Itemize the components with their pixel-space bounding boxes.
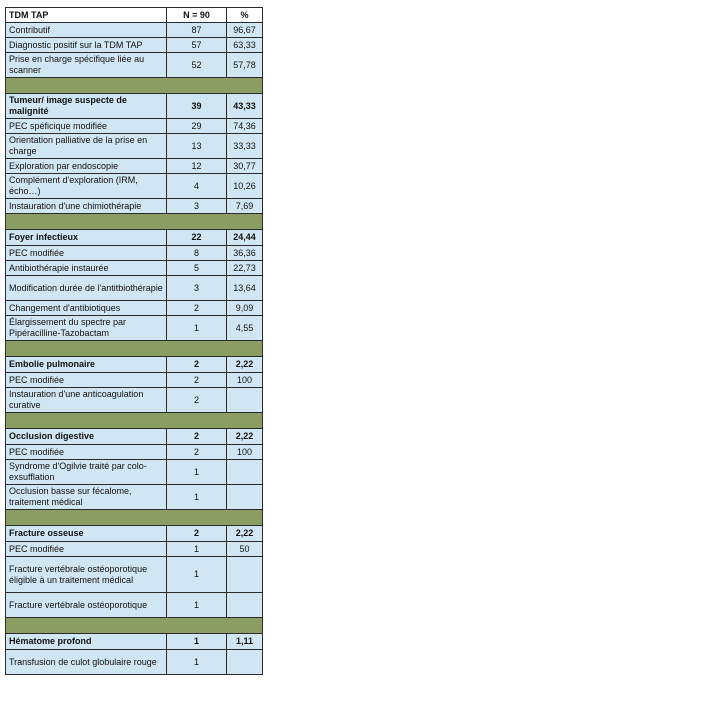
section-heading-row [6,634,263,650]
row-count: 2 [167,429,227,445]
row-percent [227,460,263,485]
section-heading-row [6,526,263,542]
table-row [6,174,263,199]
row-label: Foyer infectieux [6,230,167,246]
row-label: Contributif [6,23,167,38]
row-percent: 57,78 [227,53,263,78]
section-heading-row [6,357,263,373]
row-percent: 43,33 [227,94,263,119]
row-label: Diagnostic positif sur la TDM TAP [6,38,167,53]
row-percent: 74,36 [227,119,263,134]
section-separator [6,341,263,357]
table-row [6,650,263,675]
table-row [6,53,263,78]
row-label: Syndrome d'Ogilvie traité par colo-exsufflation [6,460,167,485]
table-row [6,388,263,413]
separator-cell [6,214,263,230]
row-percent: 2,22 [227,357,263,373]
table-row [6,316,263,341]
row-percent [227,593,263,618]
table-row [6,246,263,261]
row-count: 2 [167,357,227,373]
row-label: PEC modifiée [6,542,167,557]
table-row [6,593,263,618]
table-row [6,460,263,485]
row-label: Fracture vertébrale ostéoporotique [6,593,167,618]
row-count: 1 [167,634,227,650]
row-percent: 10,26 [227,174,263,199]
row-count: 29 [167,119,227,134]
table-row [6,134,263,159]
section-separator [6,510,263,526]
header-pct: % [227,8,263,23]
table-row [6,23,263,38]
table-row [6,38,263,53]
header-label: TDM TAP [6,8,167,23]
separator-cell [6,341,263,357]
row-percent: 13,64 [227,276,263,301]
table-row [6,557,263,593]
row-percent: 63,33 [227,38,263,53]
section-separator [6,214,263,230]
row-label: Exploration par endoscopie [6,159,167,174]
row-percent: 7,69 [227,199,263,214]
row-label: Fracture vertébrale ostéoporotique éligible à un traitement médical [6,557,167,593]
row-count: 1 [167,650,227,675]
row-count: 1 [167,557,227,593]
table-row [6,261,263,276]
row-percent: 100 [227,445,263,460]
row-count: 1 [167,316,227,341]
row-percent: 36,36 [227,246,263,261]
row-count: 13 [167,134,227,159]
table-row [6,542,263,557]
row-percent: 2,22 [227,429,263,445]
row-percent: 9,09 [227,301,263,316]
header-n: N = 90 [167,8,227,23]
row-count: 4 [167,174,227,199]
row-label: Embolie pulmonaire [6,357,167,373]
row-percent: 24,44 [227,230,263,246]
row-label: PEC modifiée [6,246,167,261]
row-percent [227,485,263,510]
table-row [6,119,263,134]
separator-cell [6,618,263,634]
row-percent [227,557,263,593]
row-count: 2 [167,526,227,542]
row-count: 2 [167,373,227,388]
row-percent: 1,11 [227,634,263,650]
section-heading-row [6,230,263,246]
section-separator [6,618,263,634]
table-row [6,485,263,510]
table-header-row [6,8,263,23]
row-label: PEC spéficique modifiée [6,119,167,134]
table-row [6,159,263,174]
row-label: Hématome profond [6,634,167,650]
row-count: 1 [167,593,227,618]
row-count: 2 [167,388,227,413]
separator-cell [6,78,263,94]
table-row [6,373,263,388]
row-count: 2 [167,445,227,460]
section-separator [6,78,263,94]
row-count: 3 [167,276,227,301]
row-label: Occlusion digestive [6,429,167,445]
row-count: 52 [167,53,227,78]
row-count: 12 [167,159,227,174]
section-heading-row [6,429,263,445]
row-label: Prise en charge spécifique liée au scanner [6,53,167,78]
results-table [5,7,263,675]
row-label: Orientation palliative de la prise en charge [6,134,167,159]
row-count: 87 [167,23,227,38]
row-count: 1 [167,485,227,510]
table-row [6,199,263,214]
separator-cell [6,413,263,429]
row-percent: 33,33 [227,134,263,159]
row-count: 2 [167,301,227,316]
row-label: Changement d'antibiotiques [6,301,167,316]
row-percent [227,650,263,675]
row-percent: 22,73 [227,261,263,276]
row-label: Modification durée de l'antitbiothérapie [6,276,167,301]
row-count: 57 [167,38,227,53]
row-count: 1 [167,542,227,557]
row-label: Complément d'exploration (IRM, écho…) [6,174,167,199]
row-label: PEC modifiée [6,373,167,388]
row-percent: 4,55 [227,316,263,341]
row-percent: 96,67 [227,23,263,38]
row-label: Transfusion de culot globulaire rouge [6,650,167,675]
table-row [6,276,263,301]
row-label: Instauration d'une anticoagulation curative [6,388,167,413]
row-label: Antibiothérapie instaurée [6,261,167,276]
row-count: 22 [167,230,227,246]
separator-cell [6,510,263,526]
row-label: Instauration d'une chimiothérapie [6,199,167,214]
row-label: Occlusion basse sur fécalome, traitement médical [6,485,167,510]
table-row [6,301,263,316]
row-label: PEC modifiée [6,445,167,460]
section-separator [6,413,263,429]
row-label: Élargissement du spectre par Pipéracilline-Tazobactam [6,316,167,341]
row-count: 8 [167,246,227,261]
row-label: Fracture osseuse [6,526,167,542]
row-percent: 50 [227,542,263,557]
row-count: 5 [167,261,227,276]
row-label: Tumeur/ image suspecte de malignité [6,94,167,119]
row-count: 1 [167,460,227,485]
row-percent: 100 [227,373,263,388]
row-count: 39 [167,94,227,119]
table-row [6,445,263,460]
row-percent [227,388,263,413]
row-percent: 30,77 [227,159,263,174]
table-body [6,8,263,675]
row-percent: 2,22 [227,526,263,542]
row-count: 3 [167,199,227,214]
section-heading-row [6,94,263,119]
